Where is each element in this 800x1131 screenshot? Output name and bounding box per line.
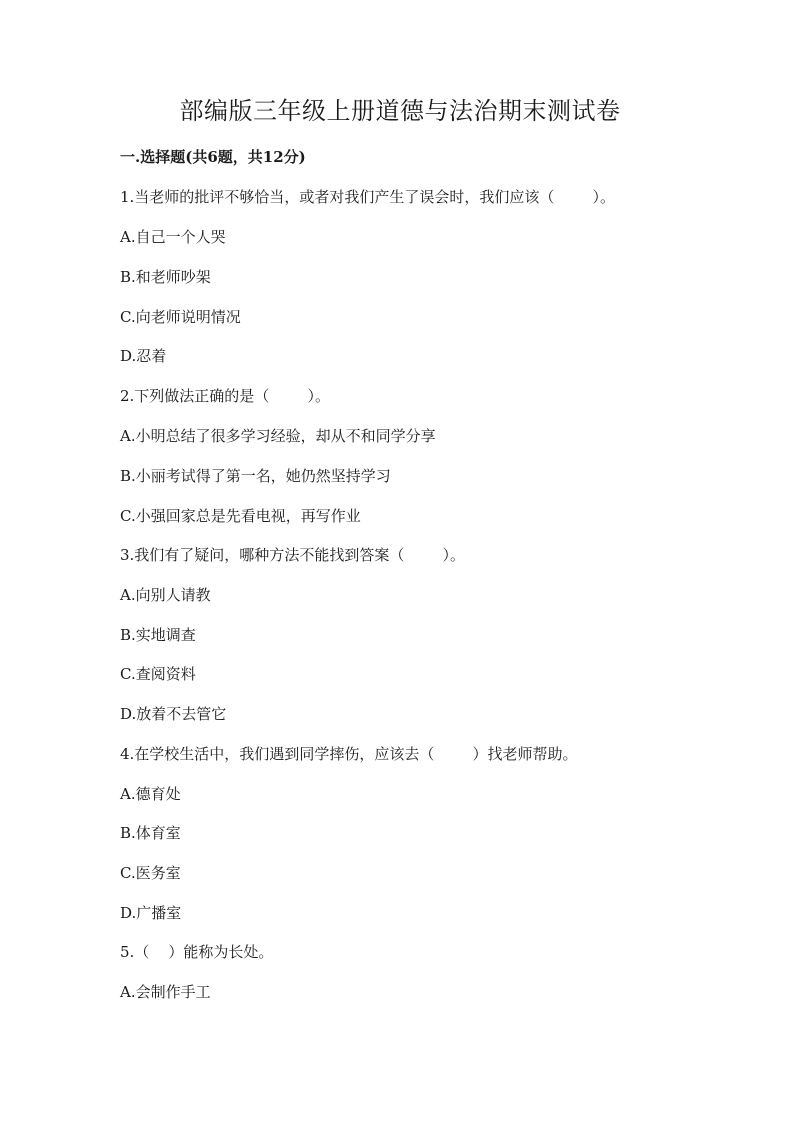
q4-option-a: A.德育处 (120, 785, 181, 803)
q3-option-c: C.查阅资料 (120, 665, 196, 683)
question-4: 4.在学校生活中，我们遇到同学摔伤，应该去（ ）找老师帮助。 (120, 745, 578, 763)
q1-option-c: C.向老师说明情况 (120, 308, 241, 326)
q1-option-a: A.自己一个人哭 (120, 228, 226, 246)
q4-option-c: C.医务室 (120, 864, 181, 882)
question-3: 3.我们有了疑问，哪种方法不能找到答案（ ）。 (120, 546, 465, 564)
q2-option-c: C.小强回家总是先看电视，再写作业 (120, 507, 361, 525)
question-2: 2.下列做法正确的是（ ）。 (120, 387, 330, 405)
q2-option-a: A.小明总结了很多学习经验，却从不和同学分享 (120, 427, 436, 445)
question-5: 5.（ ）能称为长处。 (120, 943, 274, 961)
q1-option-d: D.忍着 (120, 347, 167, 365)
q4-option-b: B.体育室 (120, 824, 181, 842)
page-title: 部编版三年级上册道德与法治期末测试卷 (179, 97, 621, 125)
q3-option-a: A.向别人请教 (120, 586, 211, 604)
q5-option-a: A.会制作手工 (120, 983, 211, 1001)
q3-option-b: B.实地调查 (120, 626, 196, 644)
section-heading: 一.选择题(共6题，共12分) (120, 148, 306, 166)
q2-option-b: B.小丽考试得了第一名，她仍然坚持学习 (120, 467, 391, 485)
q4-option-d: D.广播室 (120, 904, 182, 922)
q3-option-d: D.放着不去管它 (120, 705, 227, 723)
question-1: 1.当老师的批评不够恰当，或者对我们产生了误会时，我们应该（ ）。 (120, 188, 615, 206)
q1-option-b: B.和老师吵架 (120, 268, 211, 286)
